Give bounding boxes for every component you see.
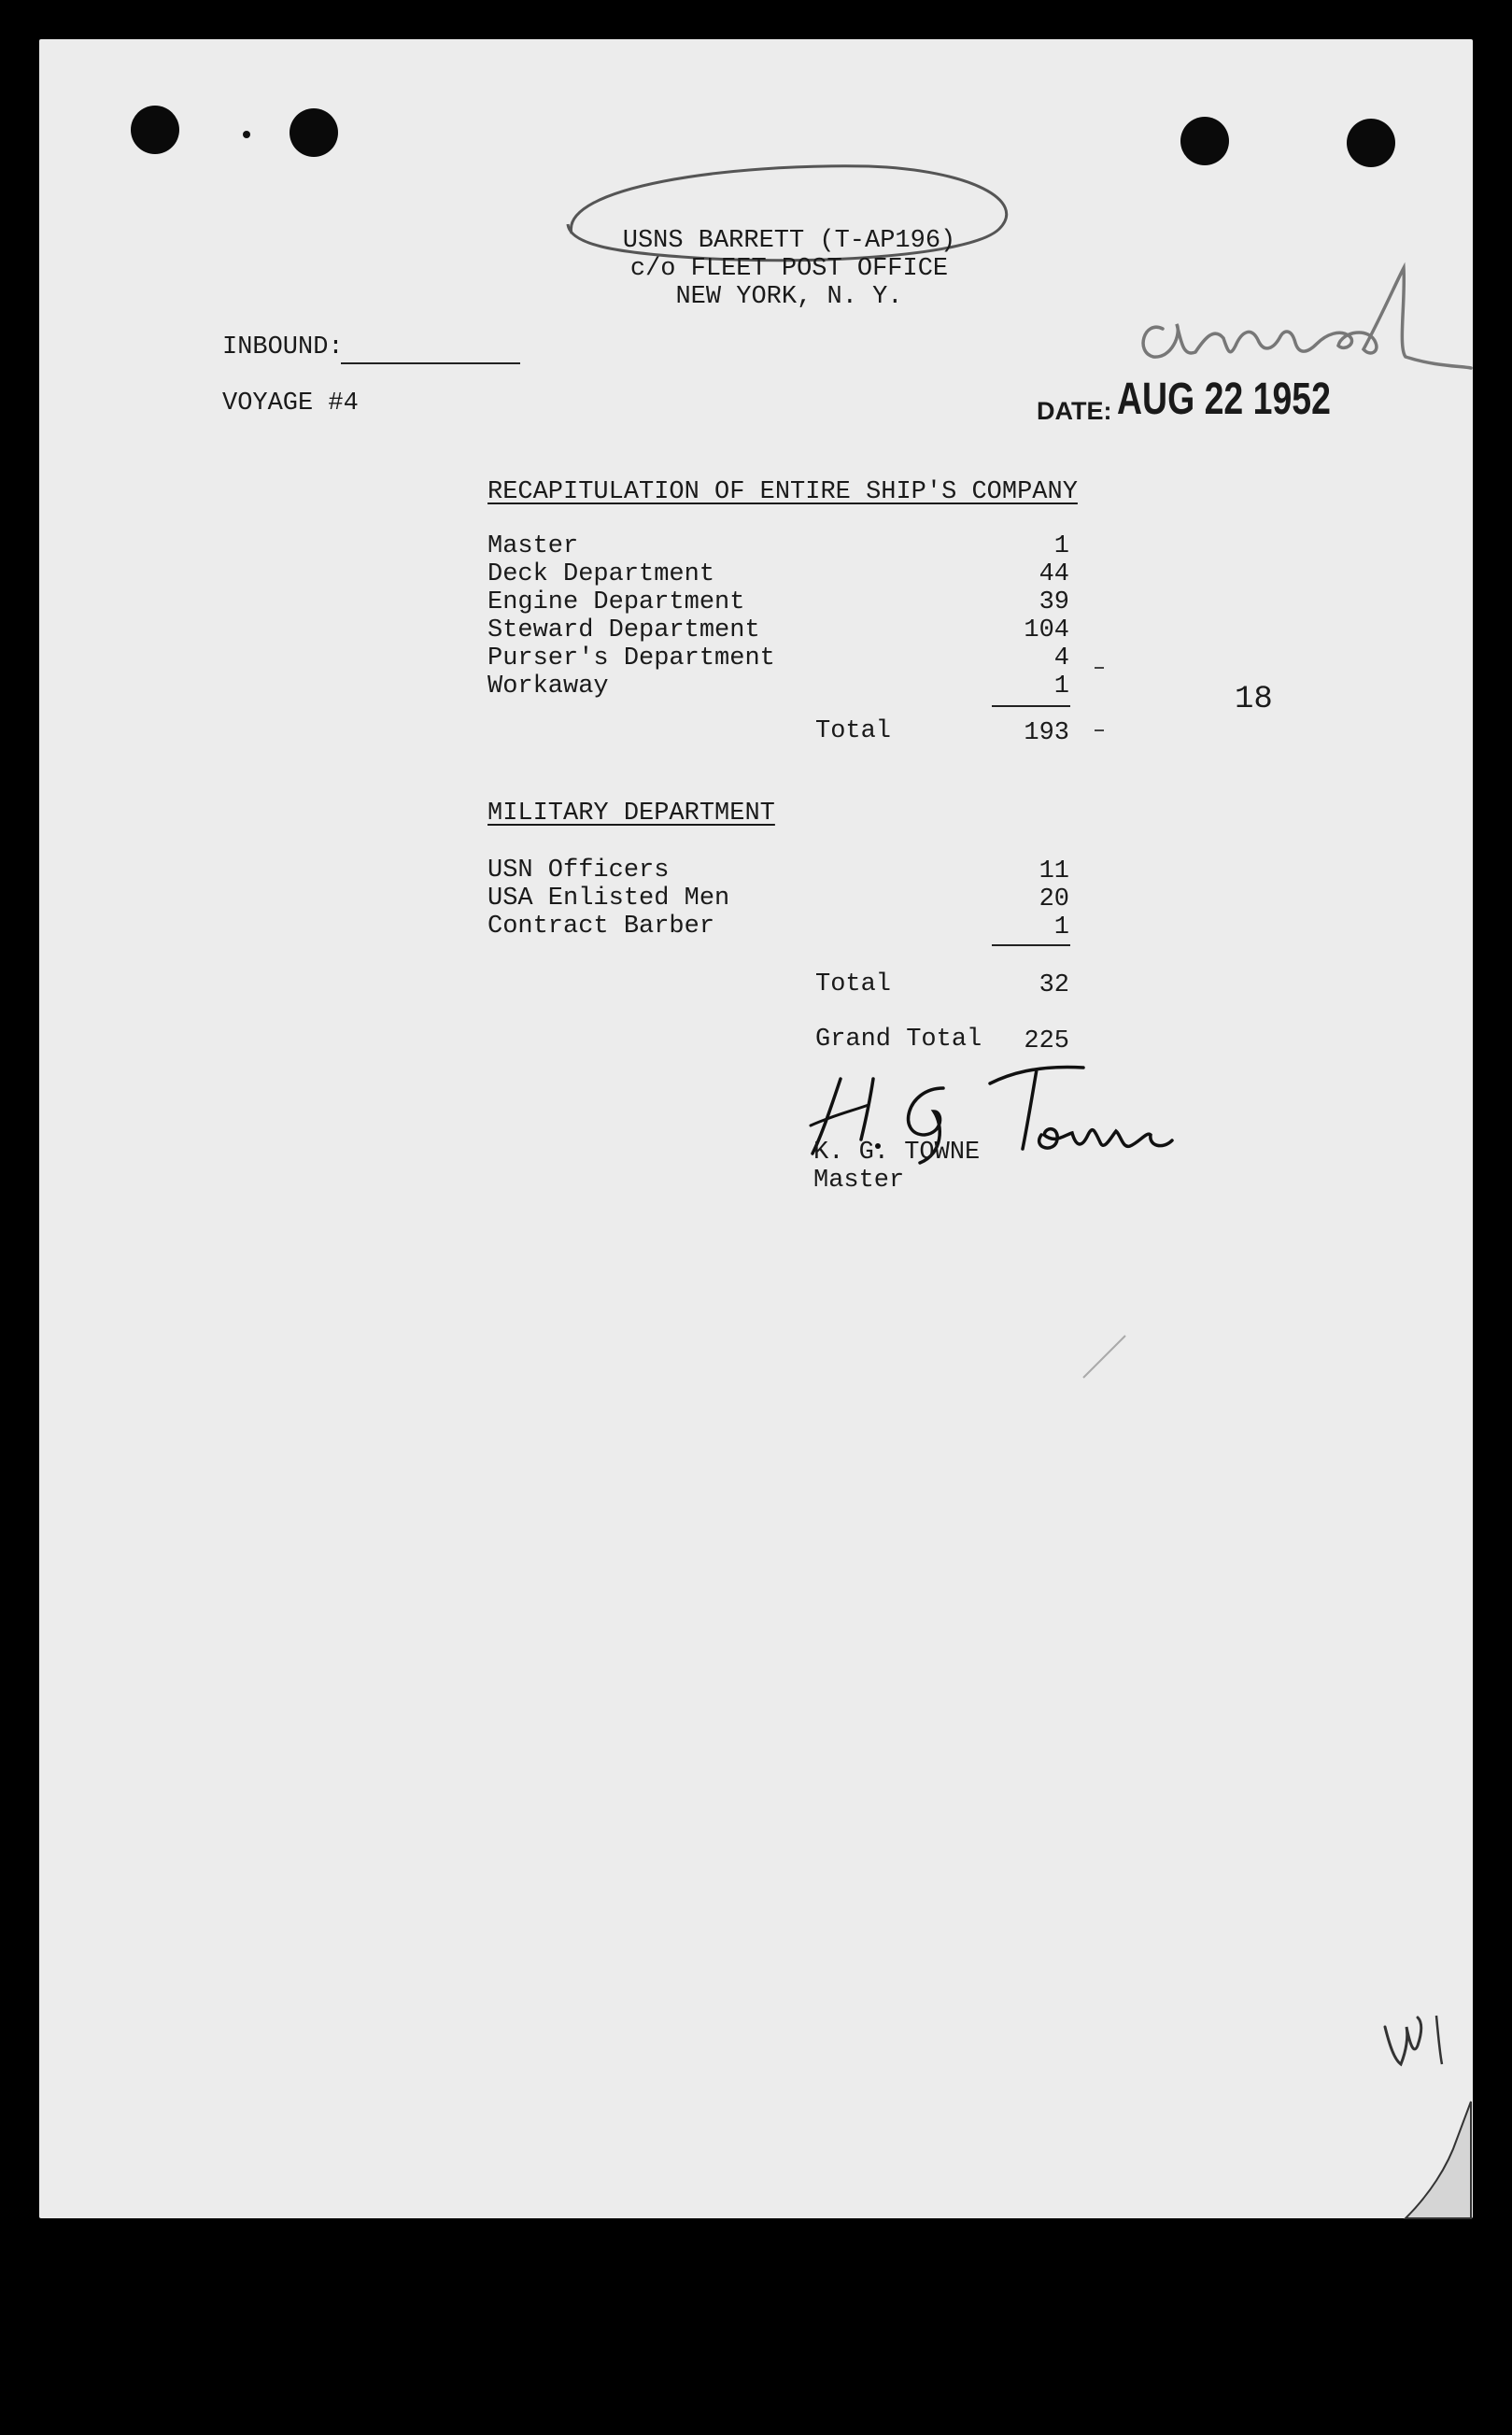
grand-total-value: 225 [1024,1027,1069,1055]
military-row-label: Contract Barber [488,913,715,941]
recap-total-label: Total [815,717,892,745]
military-heading: MILITARY DEPARTMENT [488,800,775,828]
ship-name: USNS BARRETT (T-AP196) [622,227,956,255]
folded-corner [1392,2102,1476,2223]
sum-rule [992,944,1070,946]
punch-hole [1180,117,1229,165]
address-line-1: c/o FLEET POST OFFICE [629,255,949,283]
military-row-value: 1 [1053,913,1069,941]
signatory-name: K. G. TOWNE [813,1139,981,1167]
recap-row-label: Steward Department [488,616,760,644]
recap-row-label: Deck Department [488,560,715,588]
military-row-label: USA Enlisted Men [488,885,730,913]
recap-row-label: Master [488,532,579,560]
inbound-label: INBOUND: [222,333,344,361]
check-tick [1095,667,1104,669]
punch-hole [131,106,179,154]
punch-hole [290,108,338,157]
date-label: DATE: [1037,397,1112,425]
recap-row-value: 44 [1039,560,1069,588]
recap-row-value: 104 [1024,616,1069,644]
sum-rule [992,705,1070,707]
recap-total-value: 193 [1024,719,1069,747]
recap-row-value: 1 [1053,672,1069,701]
military-total-label: Total [815,970,892,998]
inbound-blank-line [341,362,520,364]
recap-heading: RECAPITULATION OF ENTIRE SHIP'S COMPANY [488,478,1078,506]
voyage-number: VOYAGE #4 [222,389,359,418]
military-row-value: 20 [1039,885,1069,913]
recap-row-value: 4 [1053,644,1069,672]
stray-pencil-mark [1079,1326,1135,1382]
speck [243,131,250,138]
grand-total-label: Grand Total [815,1026,982,1054]
recap-row-label: Engine Department [488,588,745,616]
handwritten-arrived [1125,263,1480,385]
date-stamp: AUG 22 1952 [1117,375,1331,424]
check-tick [1095,729,1104,731]
recap-row-value: 39 [1039,588,1069,616]
corner-initials [1380,2008,1464,2083]
military-row-value: 11 [1039,857,1069,885]
military-row-label: USN Officers [488,856,670,885]
address-line-2: NEW YORK, N. Y. [675,283,903,311]
recap-row-label: Purser's Department [488,644,775,672]
signatory-title: Master [813,1167,905,1195]
margin-number: 18 [1235,682,1273,717]
recap-row-value: 1 [1053,532,1069,560]
military-total-value: 32 [1039,971,1069,999]
recap-row-label: Workaway [488,672,609,701]
punch-hole [1347,119,1395,167]
